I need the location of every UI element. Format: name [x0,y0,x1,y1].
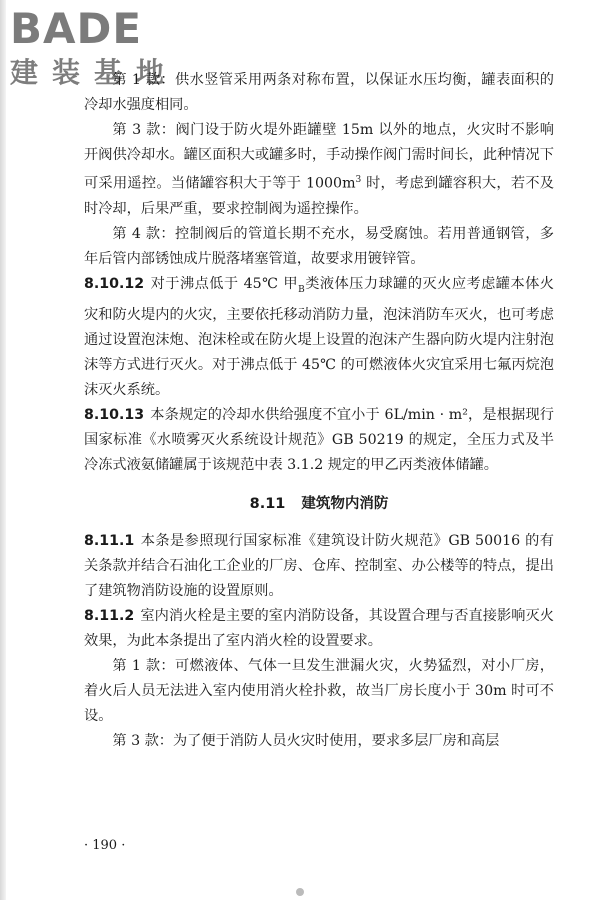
body-text [84,68,554,754]
section-heading [84,492,554,517]
page-edge-shadow [0,0,6,900]
article-number: 8.10.12 [84,275,145,292]
article-8-10-12 [84,272,554,403]
logo-word: BADE [10,4,143,53]
article-8-11-2 [84,604,554,654]
article-8-10-13 [84,403,554,478]
clause-3-text-end: 时，考虑到罐容积大，若不及时冷却，后果严重，要求控制阀为遥控操作。 [84,175,554,217]
article-text-a: 对于沸点低于 45℃ 甲 [150,275,299,292]
clause-3-text: 第 3 款：阀门设于防火堤外距罐壁 15m 以外的地点，火灾时不影响开阀供冷却水。罐区面积大或罐多时，手动操作阀门需时间长，此种情况下可采用遥控。当储罐容积大于等于 1000m [84,122,554,192]
subscript-b: B [298,284,305,295]
scan-mark [296,888,304,896]
article-number: 8.11.1 [84,532,135,549]
article-text: 本条规定的冷却水供给强度不宜小于 6L/min · m²，是根据现行国家标准《水喷雾灭火系统设计规范》GB 50219 的规定，全压力式及半冷冻式液氨储罐属于该规范中表 3.1.2 规定的甲乙丙类液体储罐。 [84,406,554,473]
article-8-11-1 [84,529,554,604]
article-number: 8.10.13 [84,406,145,423]
logo-subtitle: 建装基地 [10,56,179,89]
paragraph-8-11-2-clause-3: 第 3 款：为了便于消防人员火灾时使用，要求多层厂房和高层 [112,732,500,749]
paragraph-clause-3 [84,118,554,222]
article-text: 室内消火栓是主要的室内消防设备，其设置合理与否直接影响灭火效果，为此本条提出了室内消火栓的设置要求。 [84,607,554,649]
article-number: 8.11.2 [84,607,135,624]
article-text-b: 类液体压力球罐的灭火应考虑罐本体火灾和防火堤内的火灾，主要依托移动消防力量，泡沫消防车灭火，也可考虑通过设置泡沫炮、泡沫栓或在防火堤上设置的泡沫产生器向防火堤内注射泡沫等方式进行灭火。对于沸点低于 45℃ 的可燃液体火灾宜采用七氟丙烷泡沫灭火系统。 [84,275,554,398]
section-number: 8.11 [249,495,286,512]
cubic-superscript: 3 [355,175,362,185]
paragraph-8-11-2-clause-1: 第 1 款：可燃液体、气体一旦发生泄漏火灾，火势猛烈，对小厂房，着火后人员无法进入室内使用消火栓扑救，故当厂房长度小于 30m 时可不设。 [84,657,554,724]
paragraph-clause-4: 第 4 款：控制阀后的管道长期不充水，易受腐蚀。若用普通钢管，多年后管内部锈蚀成片脱落堵塞管道，故要求用镀锌管。 [84,225,554,267]
section-title: 建筑物内消防 [301,495,389,512]
paragraph-clause-1: 第 1 款：供水竖管采用两条对称布置，以保证水压均衡，罐表面积的冷却水强度相同。 [84,72,554,113]
page-number: · 190 · [84,838,126,853]
article-text: 本条是参照现行国家标准《建筑设计防火规范》GB 50016 的有关条款并结合石油化工企业的厂房、仓库、控制室、办公楼等的特点，提出了建筑物消防设施的设置原则。 [84,532,554,599]
